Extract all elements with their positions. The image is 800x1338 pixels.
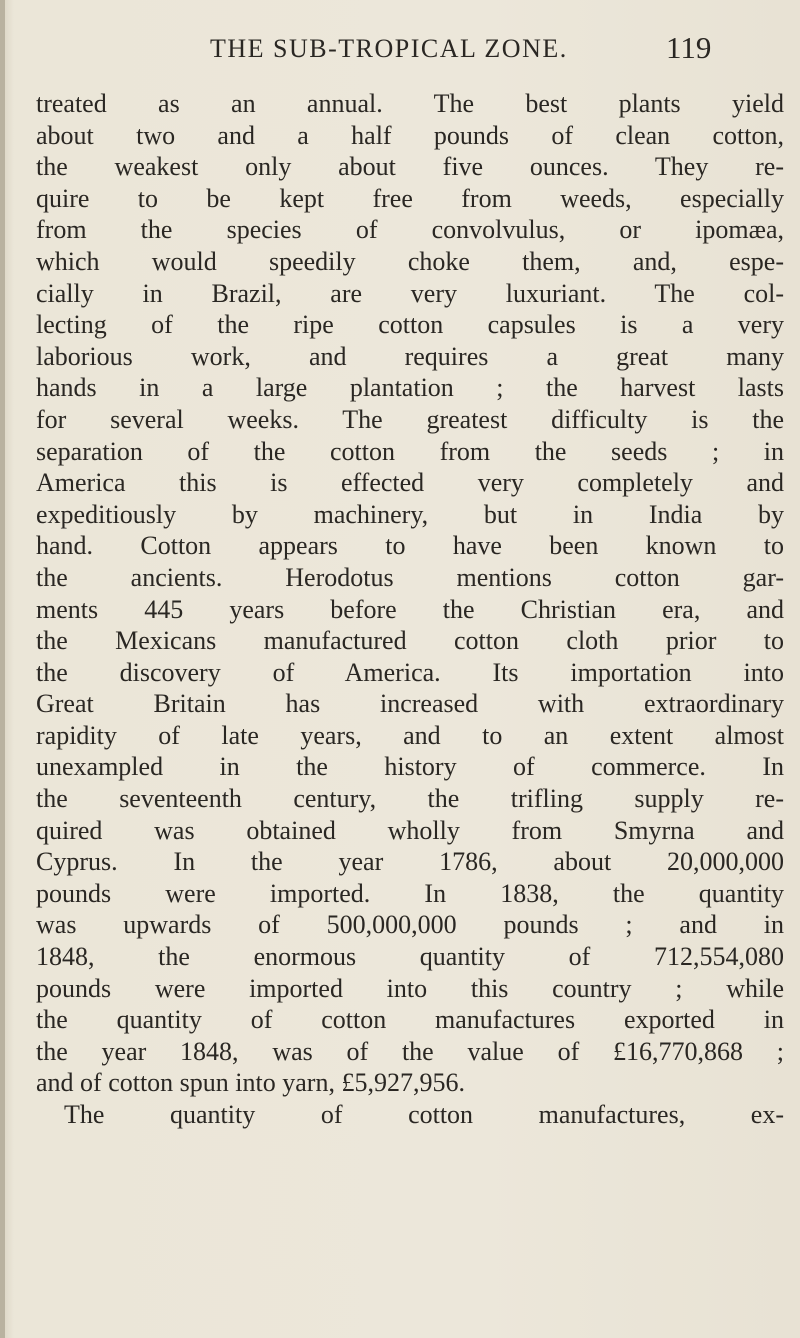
text-line: was upwards of 500,000,000 pounds ; and in bbox=[36, 910, 784, 940]
text-line: about two and a half pounds of clean cotton, bbox=[36, 120, 784, 150]
text-line-paragraph-end: and of cotton spun into yarn, £5,927,956. bbox=[36, 1068, 465, 1098]
text-line: quired was obtained wholly from Smyrna and bbox=[36, 815, 784, 845]
text-line: hands in a large plantation ; the harvest lasts bbox=[36, 373, 784, 403]
text-line: treated as an annual. The best plants yield bbox=[36, 89, 784, 118]
text-line: laborious work, and requires a great many bbox=[36, 341, 784, 371]
running-head: THE SUB-TROPICAL ZONE. bbox=[210, 34, 568, 63]
text-line-paragraph-start: The quantity of cotton manufactures, ex- bbox=[64, 1100, 784, 1129]
text-line: from the species of convolvulus, or ipomæa, bbox=[36, 215, 784, 245]
text-line: rapidity of late years, and to an extent almost bbox=[36, 720, 784, 750]
text-line: the quantity of cotton manufactures exported in bbox=[36, 1005, 784, 1035]
text-line: separation of the cotton from the seeds ; in bbox=[36, 436, 784, 466]
text-line: the year 1848, was of the value of £16,770,868 ; bbox=[36, 1036, 784, 1066]
page-header bbox=[0, 30, 800, 70]
page-gutter-edge bbox=[0, 0, 5, 1338]
text-line: the discovery of America. Its importation into bbox=[36, 657, 784, 687]
text-line: which would speedily choke them, and, espe- bbox=[36, 246, 784, 276]
text-line: pounds were imported. In 1838, the quantity bbox=[36, 878, 784, 908]
text-line: hand. Cotton appears to have been known to bbox=[36, 531, 784, 561]
text-line: the weakest only about five ounces. They re- bbox=[36, 152, 784, 182]
body-text bbox=[36, 88, 784, 1131]
text-line: pounds were imported into this country ; while bbox=[36, 973, 784, 1003]
text-line: lecting of the ripe cotton capsules is a very bbox=[36, 310, 784, 340]
text-line: for several weeks. The greatest difficulty is the bbox=[36, 404, 784, 434]
text-line: cially in Brazil, are very luxuriant. The col- bbox=[36, 278, 784, 308]
page-number: 119 bbox=[666, 30, 712, 65]
text-line: the Mexicans manufactured cotton cloth prior to bbox=[36, 626, 784, 656]
text-line: America this is effected very completely and bbox=[36, 468, 784, 498]
text-line: unexampled in the history of commerce. In bbox=[36, 752, 784, 782]
text-line: the ancients. Herodotus mentions cotton gar- bbox=[36, 562, 784, 592]
text-line: Great Britain has increased with extraordinary bbox=[36, 689, 784, 719]
text-line: Cyprus. In the year 1786, about 20,000,000 bbox=[36, 847, 784, 877]
text-line: quire to be kept free from weeds, especially bbox=[36, 183, 784, 213]
text-line: expeditiously by machinery, but in India by bbox=[36, 499, 784, 529]
text-line: 1848, the enormous quantity of 712,554,080 bbox=[36, 942, 784, 972]
text-line: ments 445 years before the Christian era, and bbox=[36, 594, 784, 624]
text-line: the seventeenth century, the trifling supply re- bbox=[36, 784, 784, 814]
